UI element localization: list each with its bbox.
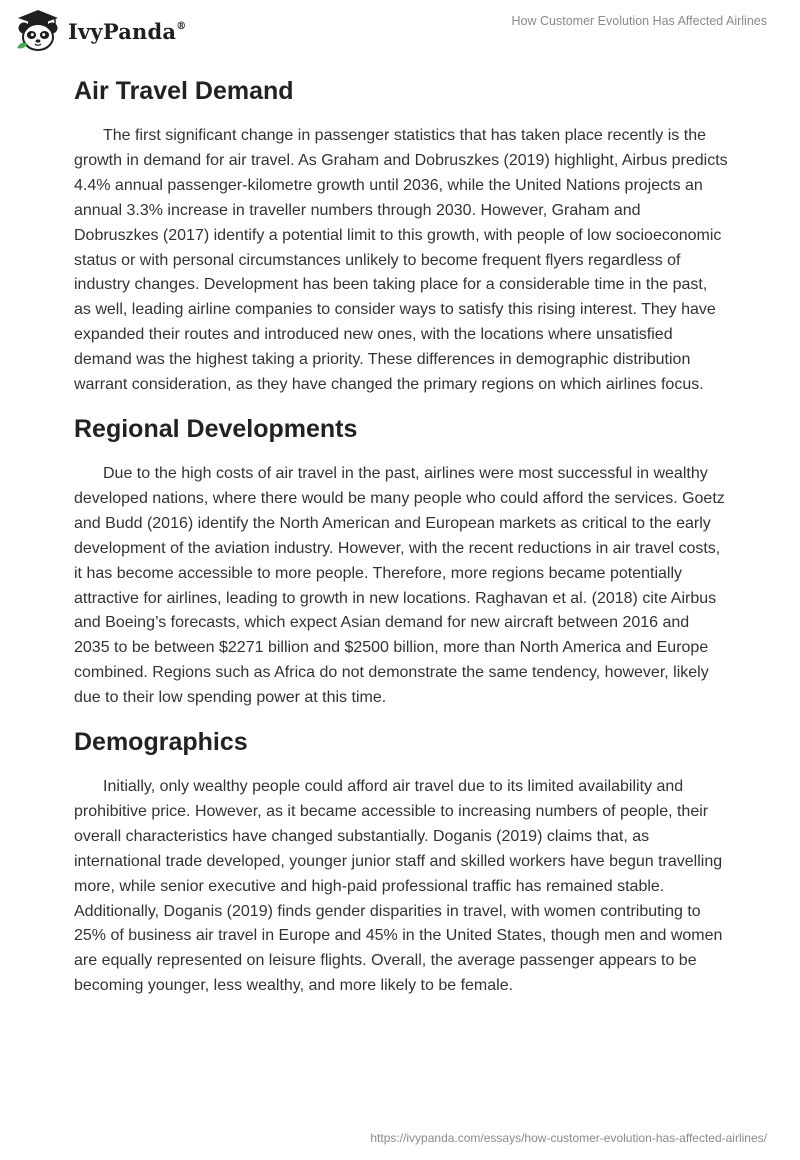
section-air-travel-demand [74,73,728,398]
section-heading: Regional Developments [74,414,358,443]
section-paragraph: Initially, only wealthy people could afford air travel due to its limited availability and prohibitive price. However, as it became accessible to increasing numbers of people, their overall characteristics have changed substantially. Doganis (2019) claims that, as international trade developed, younger junior staff and skilled workers have begun travelling more, while senior executive and high-paid professional traffic has remained stable. Additionally, Doganis (2019) finds gender disparities in travel, with women contributing to 25% of business air travel in Europe and 45% in the United States, though men and women are equally represented on leisure flights. Overall, the average passenger appears to be becoming younger, less wealthy, and more likely to be female. [74,778,723,995]
essay-content [74,70,728,999]
section-paragraph: The first significant change in passenger statistics that has taken place recently is the growth in demand for air travel. As Graham and Dobruszkes (2019) highlight, Airbus predicts 4.4% annual passenger-kilometre growth until 2036, while the United Nations projects an annual 3.3% increase in traveller numbers through 2030. However, Graham and Dobruszkes (2017) identify a potential limit to this growth, with people of low socioeconomic status or with personal circumstances unlikely to become frequent flyers regardless of industry changes. Development has been taking place for a considerable time in the past, as well, leading airline companies to consider ways to satisfy this rising interest. They have expanded their routes and introduced new ones, with the locations where unsatisfied demand was the highest taking a priority. These differences in demographic distribution warrant consideration, as they have changed the primary regions on which airlines focus. [74,127,728,394]
section-demographics [74,724,728,999]
panda-graduate-icon [14,8,62,54]
section-paragraph: Due to the high costs of air travel in the past, airlines were most successful in wealthy developed nations, where there would be many people who could afford the services. Goetz and Budd (2016) identify the North American and European markets as critical to the early development of the aviation industry. However, with the recent reductions in air travel costs, it has become accessible to more people. Therefore, more regions became potentially attractive for airlines, leading to growth in new locations. Raghavan et al. (2018) cite Airbus and Boeing’s forecasts, which expect Asian demand for new aircraft between 2016 and 2035 to be between $2271 billion and $2500 billion, more than North America and Europe combined. Regions such as Africa do not demonstrate the same tendency, however, likely due to their low spending power at this time. [74,464,725,707]
source-url[interactable]: https://ivypanda.com/essays/how-customer-evolution-has-affected-airlines/ [370,1131,767,1145]
registered-mark: ® [176,20,187,32]
section-regional-developments [74,411,728,711]
document-title: How Customer Evolution Has Affected Airlines [511,14,767,28]
section-heading: Demographics [74,728,248,757]
ivypanda-logo[interactable] [14,8,186,54]
page-header [0,0,800,60]
section-heading: Air Travel Demand [74,77,294,105]
brand-name: IvyPanda® [68,18,187,44]
